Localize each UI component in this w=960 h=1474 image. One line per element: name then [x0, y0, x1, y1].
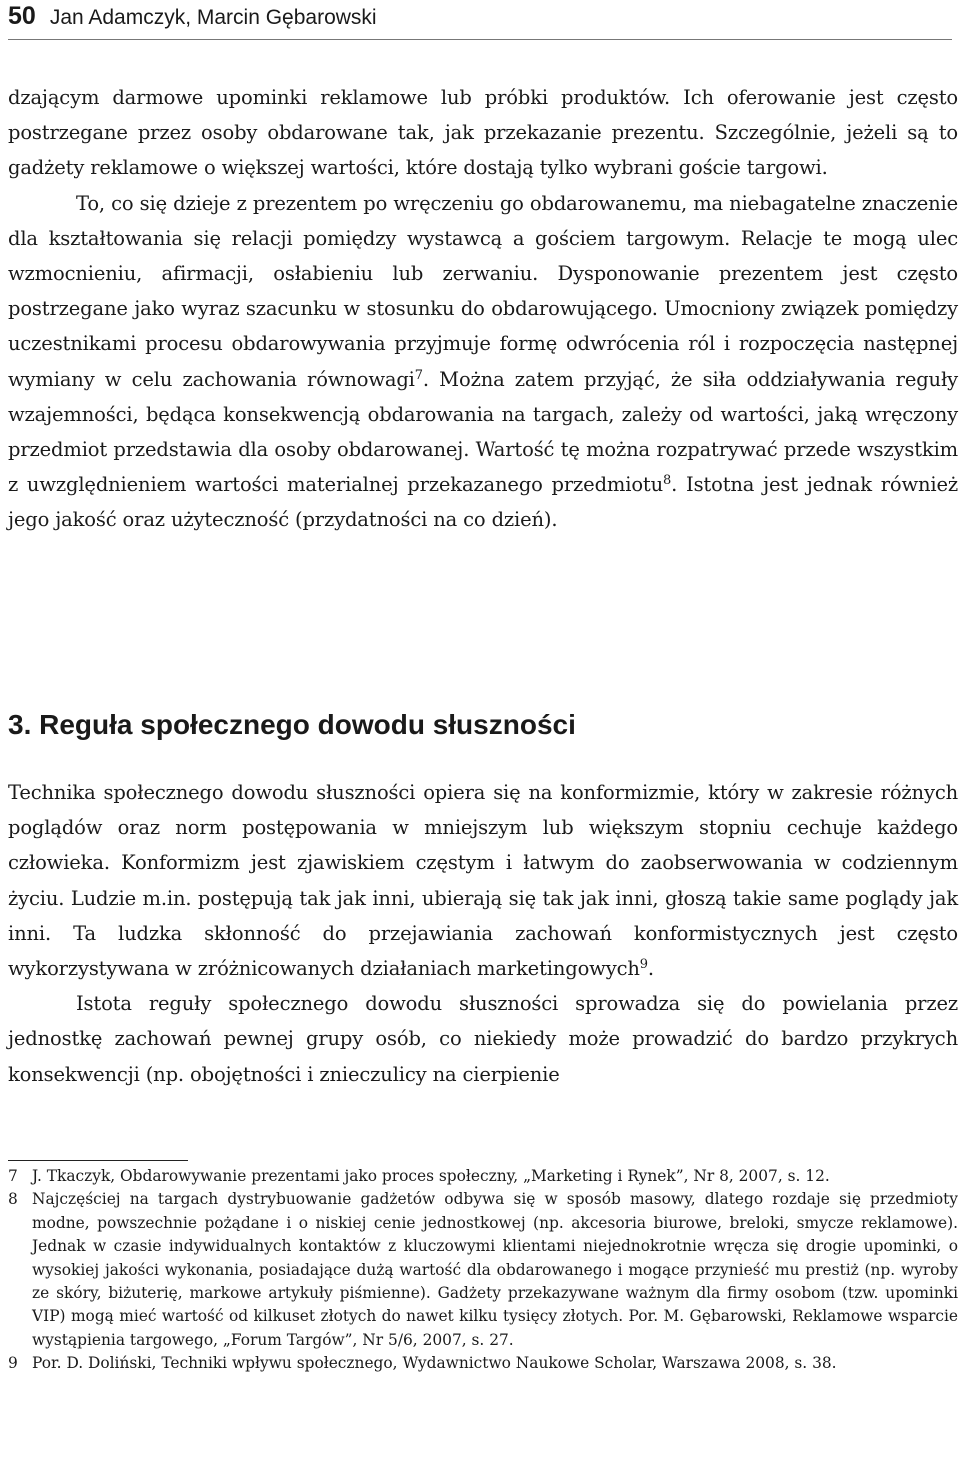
footnote-number: 8	[8, 1190, 18, 1209]
footnote-divider	[8, 1160, 188, 1161]
paragraph-text: . Można zatem przyjąć, że siła oddziaływania reguły wzajemności, będąca konsekwencją obdarowania na targach, zależy od wartości, jaką wręczony przedmiot przedstawia dla osoby obdarowanej. Wartość tę można rozpatrywać przede wszystkim z uwzględnieniem wartości materialnej przekazanego przedmiotu	[8, 367, 959, 497]
paragraph-text: . Istotna jest jednak również jego jakość oraz użyteczność (przydatności na co dzień).	[8, 473, 959, 532]
paragraph-text: Technika społecznego dowodu słuszności opiera się na konformizmie, który w zakresie różnych poglądów oraz norm postępowania w mniejszym lub większym stopniu cechuje każdego człowieka. Konformizm jest zjawiskiem częstym i łatwym do zaobserwowania w codziennym życiu. Ludzie m.in. postępują tak jak inni, ubierają się tak jak inni, głoszą takie same poglądy jak inni. Ta ludzka skłonność do przejawiania zachowań konformistycznych jest często wykorzystywana w zróżnicowanych działaniach marketingowych	[8, 781, 958, 981]
section-heading: 3. Reguła społecznego dowodu słuszności	[8, 709, 576, 740]
footnote-number: 9	[8, 1354, 18, 1373]
page-header	[8, 0, 952, 40]
page-number: 50	[8, 2, 36, 30]
footnote-text: Najczęściej na targach dystrybuowanie gadżetów odbywa się w sposób masowy, dlatego rozdaje się przedmioty modne, powszechnie pożądane i o niskiej cenie jednostkowej (np. akcesoria biurowe, breloki, smycze reklamowe). Jednak w czasie indywidualnych kontaktów z kluczowymi klientami niejednokrotnie wręcza się drogie upominki, o wysokiej jakości wykonania, posiadające dużą wartość dla obdarowanego i mogące przynieść mu prestiż (np. wyroby ze skóry, biżuterię, markowe artykuły piśmienne). Gadżety przekazywane ważnym dla firmy osobom (tzw. upominki VIP) mogą mieć wartość od kilkuset złotych do nawet kilku tysięcy złotych. Por. M. Gębarowski, Reklamowe wsparcie wystąpienia targowego, „Forum Targów”, Nr 5/6, 2007, s. 27.	[32, 1190, 958, 1349]
footnote-9	[8, 1352, 958, 1375]
footnotes	[8, 1165, 958, 1376]
running-header-authors: Jan Adamczyk, Marcin Gębarowski	[49, 6, 377, 29]
paragraph-social-proof: Istota reguły społecznego dowodu słuszności sprowadza się do powielania przez jednostkę zachowań pewnej grupy osób, co niekiedy może prowadzić do bardzo przykrych konsekwencji (np. obojętności i znieczulicy na cierpienie	[8, 992, 958, 1086]
body-lower	[8, 775, 958, 1092]
footnote-ref-7: 7	[414, 367, 423, 383]
footnote-ref-9: 9	[639, 957, 648, 973]
footnote-8	[8, 1188, 958, 1352]
footnote-text: J. Tkaczyk, Obdarowywanie prezentami jako proces społeczny, „Marketing i Rynek”, Nr 8, 2007, s. 12.	[32, 1167, 830, 1185]
footnote-number: 7	[8, 1167, 18, 1185]
body-upper	[8, 80, 958, 538]
footnote-text: Por. D. Doliński, Techniki wpływu społecznego, Wydawnictwo Naukowe Scholar, Warszawa 2008, s. 38.	[32, 1354, 837, 1373]
paragraph-text: To, co się dzieje z prezentem po wręczeniu go obdarowanemu, ma niebagatelne znaczenie dla kształtowania się relacji pomiędzy wystawcą a gościem targowym. Relacje te mogą ulec wzmocnieniu, afirmacji, osłabieniu lub zerwaniu. Dysponowanie prezentem jest często postrzegane jako wyraz szacunku w stosunku do obdarowującego. Umocniony związek pomiędzy uczestnikami procesu obdarowywania przyjmuje formę odwrócenia ról i rozpoczęcia następnej wymiany w celu zachowania równowagi	[8, 191, 958, 391]
paragraph-continuation: dzającym darmowe upominki reklamowe lub próbki produktów. Ich oferowanie jest często postrzegane przez osoby obdarowane tak, jak przekazanie prezentu. Szczególnie, jeżeli są to gadżety reklamowe o większej wartości, które dostają tylko wybrani goście targowi.	[8, 86, 958, 180]
paragraph-text: .	[647, 957, 654, 981]
paragraph-conformism	[8, 775, 958, 986]
footnote-7	[8, 1165, 958, 1188]
paragraph-gift-value	[8, 186, 958, 538]
footnote-ref-8: 8	[663, 473, 672, 489]
